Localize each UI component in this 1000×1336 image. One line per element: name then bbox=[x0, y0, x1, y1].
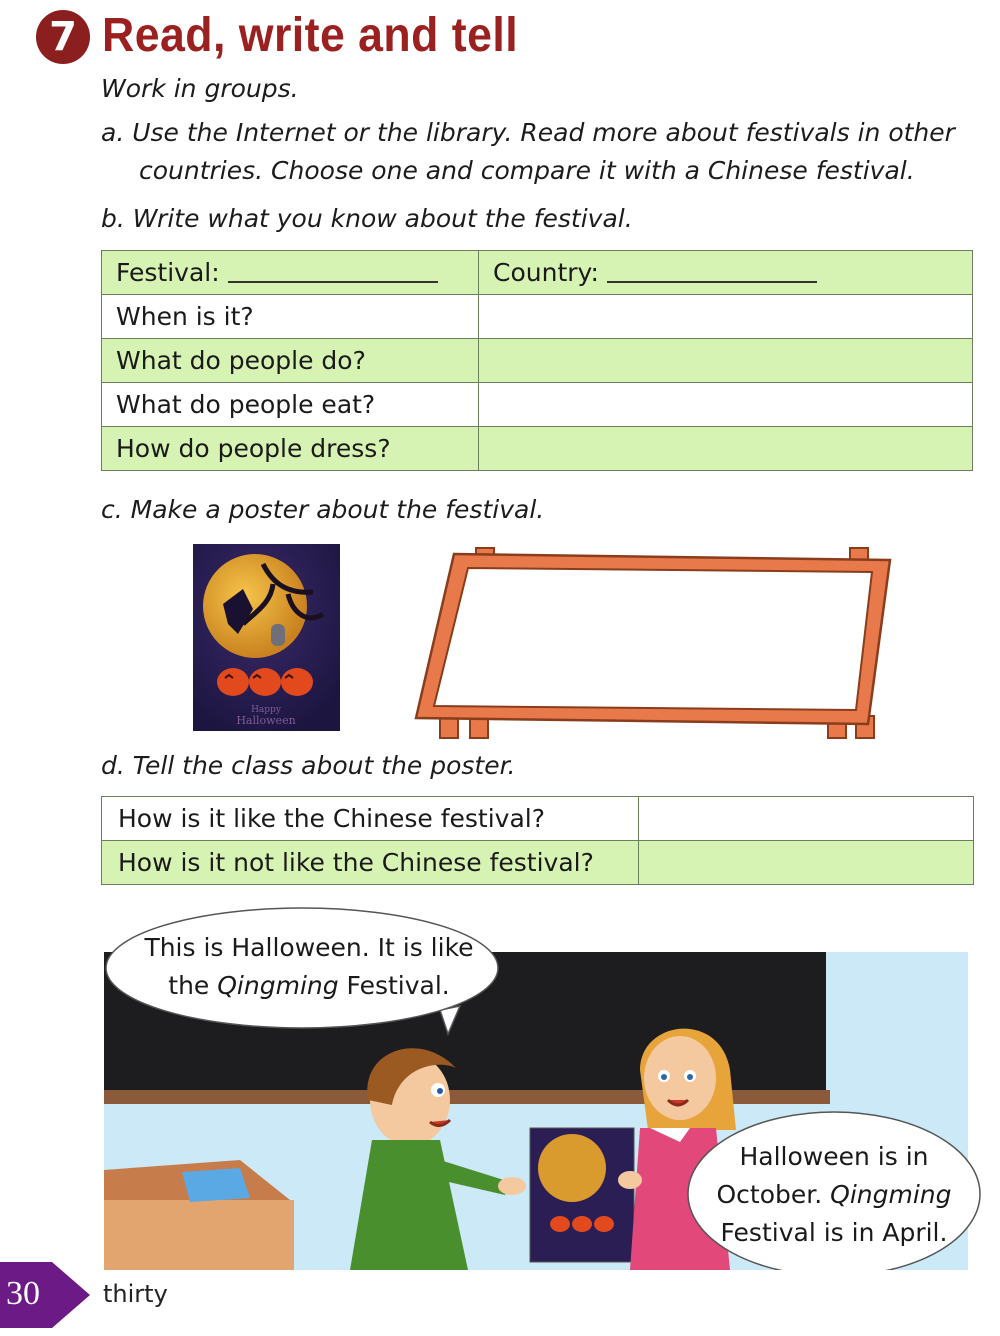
table-row bbox=[102, 383, 973, 427]
question-cell: When is it? bbox=[102, 295, 479, 339]
poster-caption-line2: Halloween bbox=[236, 714, 296, 727]
girl-speech-emphasis: Qingming bbox=[830, 1180, 952, 1209]
festival-cell bbox=[102, 251, 479, 295]
instruction-intro: Work in groups. bbox=[101, 74, 299, 103]
comparison-question: How is it not like the Chinese festival? bbox=[102, 841, 639, 885]
task-a-line1: a. Use the Internet or the library. Read more about festivals in other bbox=[101, 118, 955, 147]
boy-speech-text: Festival. bbox=[338, 971, 450, 1000]
table-row bbox=[102, 295, 973, 339]
comparison-answer bbox=[639, 797, 974, 841]
answer-cell bbox=[479, 295, 973, 339]
question-cell: What do people do? bbox=[102, 339, 479, 383]
page-number: 30 bbox=[6, 1275, 40, 1312]
task-a-line2: countries. Choose one and compare it with a Chinese festival. bbox=[139, 156, 915, 185]
festival-label: Festival: bbox=[116, 258, 220, 287]
festival-blank bbox=[228, 281, 438, 283]
table-row bbox=[102, 797, 974, 841]
girl-speech-bubble bbox=[700, 1138, 968, 1252]
boy-speech-text: the bbox=[168, 971, 218, 1000]
task-b: b. Write what you know about the festival. bbox=[101, 204, 633, 233]
boy-speech-bubble bbox=[120, 929, 498, 1005]
comparison-question: How is it like the Chinese festival? bbox=[102, 797, 639, 841]
country-cell bbox=[479, 251, 973, 295]
boy-speech-emphasis: Qingming bbox=[217, 971, 339, 1000]
table-row bbox=[102, 841, 974, 885]
answer-cell bbox=[479, 339, 973, 383]
festival-info-table bbox=[101, 250, 973, 471]
poster-caption-line1: Happy bbox=[251, 705, 281, 715]
girl-speech-line1: Halloween is in bbox=[739, 1142, 929, 1171]
task-d: d. Tell the class about the poster. bbox=[101, 751, 516, 780]
table-row bbox=[102, 427, 973, 471]
boy-speech-line2 bbox=[120, 967, 498, 1005]
page-title: Read, write and tell bbox=[102, 9, 519, 62]
exercise-number-badge bbox=[36, 10, 90, 64]
boy-speech-line1: This is Halloween. It is like bbox=[144, 933, 474, 962]
halloween-poster-image bbox=[193, 544, 340, 731]
question-cell: What do people eat? bbox=[102, 383, 479, 427]
girl-speech-line3: Festival is in April. bbox=[720, 1218, 948, 1247]
task-c: c. Make a poster about the festival. bbox=[101, 495, 545, 524]
comparison-answer bbox=[639, 841, 974, 885]
comparison-table bbox=[101, 796, 974, 885]
country-blank bbox=[607, 281, 817, 283]
page-number-word: thirty bbox=[103, 1280, 168, 1308]
table-row bbox=[102, 251, 973, 295]
country-label: Country: bbox=[493, 258, 599, 287]
table-row bbox=[102, 339, 973, 383]
girl-speech-text: October. bbox=[716, 1180, 831, 1209]
exercise-number: 7 bbox=[49, 14, 77, 60]
question-cell: How do people dress? bbox=[102, 427, 479, 471]
blank-poster-frame bbox=[412, 546, 896, 742]
answer-cell bbox=[479, 427, 973, 471]
answer-cell bbox=[479, 383, 973, 427]
girl-speech-line2 bbox=[700, 1176, 968, 1214]
